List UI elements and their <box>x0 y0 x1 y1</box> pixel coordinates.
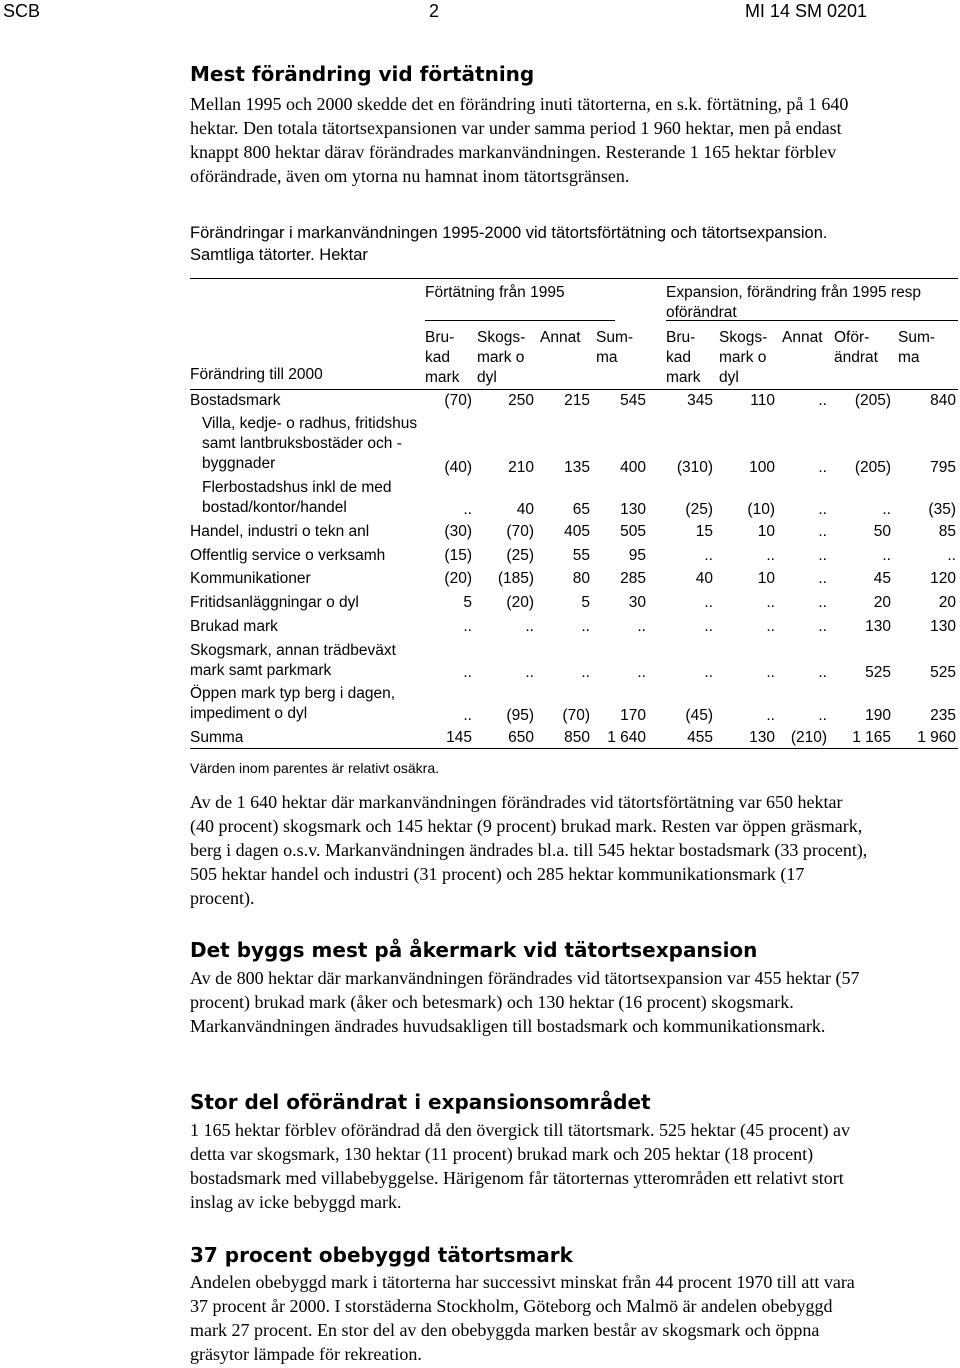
section-title-akermark: Det byggs mest på åkermark vid tätortsexpansion <box>190 938 758 962</box>
row-label: Offentlig service o verksamh <box>190 547 386 564</box>
table-cell: 145 <box>446 729 472 746</box>
table-cell: (205) <box>854 459 891 476</box>
table-caption: Förändringar i markanvändningen 1995-2000 vid tätortsförtätning och tätortsexpansion. Samtliga tätorter. Hektar <box>190 224 828 264</box>
row-label: Brukad mark <box>190 618 278 635</box>
table-cell: 190 <box>865 707 891 724</box>
table-cell: 80 <box>572 570 590 587</box>
table-cell: 525 <box>865 664 891 681</box>
table-note: Värden inom parentes är relativt osäkra. <box>190 760 440 776</box>
table-cell: .. <box>818 501 827 518</box>
section-title-obebyggd: 37 procent obebyggd tätortsmark <box>190 1243 573 1267</box>
table-cell: .. <box>818 523 827 540</box>
table-cell: .. <box>818 392 827 409</box>
table-cell: .. <box>818 707 827 724</box>
table-cell: 650 <box>508 729 534 746</box>
table-cell: .. <box>463 501 472 518</box>
table-cell: 10 <box>757 570 775 587</box>
table-cell: 285 <box>620 570 646 587</box>
table-cell: .. <box>818 547 827 564</box>
table-cell: (40) <box>444 459 472 476</box>
table-cell: 850 <box>564 729 590 746</box>
table-cell: .. <box>525 664 534 681</box>
table-cell: 130 <box>620 501 646 518</box>
table-cell: .. <box>704 547 713 564</box>
table-cell: 55 <box>572 547 590 564</box>
row-label: Öppen mark typ berg i dagen, impediment o dyl <box>190 685 396 722</box>
header-bottom-rule <box>190 389 958 390</box>
col-header-8: Oför- ändrat <box>834 329 878 366</box>
intro-paragraph: Mellan 1995 och 2000 skedde det en förändring inuti tätorterna, en s.k. förtätning, på 1 640 hektar. Den totala tätortsexpansionen var under samma period 1 960 hektar, men på endast knappt 800 hektar därav förändrades markanvändningen. Resterande 1 165 hektar förblev oförändrade, även om ytorna nu hamnat inom tätortsgränsen. <box>190 94 849 186</box>
table-cell: 795 <box>930 459 956 476</box>
table-cell: 505 <box>620 523 646 540</box>
table-cell: .. <box>581 618 590 635</box>
row-label: Handel, industri o tekn anl <box>190 523 370 540</box>
table-bottom-rule <box>190 748 958 749</box>
section-title-oforandrat: Stor del oförändrat i expansionsområdet <box>190 1090 651 1114</box>
table-cell: 235 <box>930 707 956 724</box>
table-cell: 50 <box>873 523 891 540</box>
table-cell: 345 <box>687 392 713 409</box>
section-text-obebyggd: Andelen obebyggd mark i tätorterna har successivt minskat från 44 procent 1970 till att vara 37 procent år 2000. I storstäderna Stockholm, Göteborg och Malmö är andelen obebyggd mark 27 procent. En stor del av den obebyggda marken består av skogsmark och öppna gräsytor lämpade för rekreation. <box>190 1272 855 1364</box>
col-header-2: Skogs- mark o dyl <box>477 329 526 386</box>
section-text-akermark: Av de 800 hektar där markanvändningen förändrades vid tätortsexpansion var 455 hektar (57 procent) brukad mark (åker och betesmark) och 130 hektar (16 procent) skogsmark. Markanvändningen ändrades huvudsakligen till bostadsmark och kommunikationsmark. <box>190 968 860 1036</box>
table-cell: 250 <box>508 392 534 409</box>
table-cell: 135 <box>564 459 590 476</box>
table-cell: (20) <box>444 570 472 587</box>
row-label: Summa <box>190 729 244 746</box>
table-cell: 525 <box>930 664 956 681</box>
table-cell: 20 <box>938 594 956 611</box>
section-text-oforandrat: 1 165 hektar förblev oförändrad då den övergick till tätortsmark. 525 hektar (45 procent) av detta var skogsmark, 130 hektar (11 procent) brukad mark och 205 hektar (18 procent) bostadsmark med villabebyggelse. Härigenom får tätorternas ytterområden ett relativt stort inslag av icke bebyggd mark. <box>190 1120 850 1212</box>
table-cell: 130 <box>930 618 956 635</box>
table-cell: 1 640 <box>607 729 646 746</box>
after-table-paragraph: Av de 1 640 hektar där markanvändningen förändrades vid tätortsförtätning var 650 hektar (40 procent) skogsmark och 145 hektar (9 procent) brukad mark. Resten var öppen gräsmark, berg i dagen o.s.v. Markanvändningen ändrades bl.a. till 545 hektar bostadsmark (33 procent), 505 hektar handel och industri (31 procent) och 285 hektar kommunikationsmark (17 procent). <box>190 792 868 908</box>
table-cell: 210 <box>508 459 534 476</box>
table-cell: 100 <box>749 459 775 476</box>
col-header-3: Annat <box>540 329 581 346</box>
table-cell: .. <box>463 664 472 681</box>
table-cell: 130 <box>749 729 775 746</box>
table-top-rule <box>190 278 958 279</box>
row-label: Villa, kedje- o radhus, fritidshus samt lantbruksbostäder och -byggnader <box>202 415 418 472</box>
col-header-1: Bru- kad mark <box>425 329 460 386</box>
land-use-table <box>190 278 958 750</box>
table-cell: 170 <box>620 707 646 724</box>
row-label: Kommunikationer <box>190 570 311 587</box>
table-cell: (70) <box>444 392 472 409</box>
table-cell: (210) <box>790 729 827 746</box>
table-cell: .. <box>463 618 472 635</box>
table-cell: 1 960 <box>917 729 956 746</box>
table-cell: 1 165 <box>852 729 891 746</box>
table-cell: (70) <box>562 707 590 724</box>
table-cell: .. <box>766 594 775 611</box>
section-title-fortatning: Mest förändring vid förtätning <box>190 62 535 86</box>
table-cell: (20) <box>506 594 534 611</box>
table-cell: 110 <box>750 392 775 409</box>
row-label: Flerbostadshus inkl de med bostad/kontor/handel <box>202 479 392 516</box>
col-header-6: Skogs- mark o dyl <box>719 329 768 386</box>
row-label: Fritidsanläggningar o dyl <box>190 594 359 611</box>
page-header <box>0 0 960 26</box>
table-cell: (185) <box>497 570 534 587</box>
table-cell: (35) <box>928 501 956 518</box>
table-cell: .. <box>818 594 827 611</box>
table-cell: .. <box>525 618 534 635</box>
table-cell: 455 <box>687 729 713 746</box>
group-header-expansion: Expansion, förändring från 1995 resp oförändrat <box>666 284 922 321</box>
table-cell: 30 <box>628 594 646 611</box>
table-cell: (45) <box>685 707 713 724</box>
table-cell: (205) <box>854 392 891 409</box>
table-cell: 400 <box>620 459 646 476</box>
table-cell: .. <box>818 664 827 681</box>
table-cell: .. <box>766 707 775 724</box>
table-cell: .. <box>637 618 646 635</box>
table-cell: 5 <box>581 594 590 611</box>
table-cell: .. <box>704 618 713 635</box>
col-header-9: Sum- ma <box>898 329 936 366</box>
table-cell: .. <box>766 664 775 681</box>
row-label: Bostadsmark <box>190 392 281 409</box>
table-cell: .. <box>463 707 472 724</box>
table-cell: .. <box>704 594 713 611</box>
row-label: Skogsmark, annan trädbeväxt mark samt parkmark <box>190 642 396 679</box>
table-cell: 40 <box>695 570 713 587</box>
table-cell: .. <box>818 459 827 476</box>
table-cell: 40 <box>516 501 534 518</box>
table-cell: 130 <box>865 618 891 635</box>
table-cell: .. <box>882 547 891 564</box>
table-cell: .. <box>818 618 827 635</box>
table-cell: 840 <box>930 392 956 409</box>
table-cell: (70) <box>506 523 534 540</box>
page-number: 2 <box>429 1 440 21</box>
group-header-fortatning: Förtätning från 1995 <box>425 284 565 301</box>
table-cell: 545 <box>620 392 646 409</box>
table-cell: .. <box>704 664 713 681</box>
table-cell: 20 <box>873 594 891 611</box>
group-rule-fortatning <box>425 320 615 321</box>
table-cell: 85 <box>938 523 956 540</box>
row-header: Förändring till 2000 <box>190 366 323 383</box>
col-header-5: Bru- kad mark <box>666 329 701 386</box>
table-cell: 120 <box>930 570 956 587</box>
table-cell: (310) <box>676 459 713 476</box>
table-cell: .. <box>766 547 775 564</box>
header-org: SCB <box>3 1 41 21</box>
table-cell: 215 <box>564 392 590 409</box>
table-cell: (25) <box>506 547 534 564</box>
table-cell: .. <box>581 664 590 681</box>
header-series: MI 14 SM 0201 <box>744 1 867 21</box>
col-header-4: Sum- ma <box>596 329 634 366</box>
table-cell: .. <box>882 501 891 518</box>
table-cell: .. <box>637 664 646 681</box>
table-cell: 5 <box>463 594 472 611</box>
col-header-7: Annat <box>782 329 823 346</box>
table-cell: (25) <box>685 501 713 518</box>
table-cell: .. <box>947 547 956 564</box>
table-cell: (15) <box>444 547 472 564</box>
table-cell: .. <box>818 570 827 587</box>
table-cell: (10) <box>747 501 775 518</box>
table-cell: 65 <box>572 501 590 518</box>
table-cell: 15 <box>695 523 713 540</box>
table-cell: 10 <box>757 523 775 540</box>
table-cell: (30) <box>444 523 472 540</box>
table-cell: (95) <box>506 707 534 724</box>
table-cell: 95 <box>628 547 646 564</box>
table-cell: .. <box>766 618 775 635</box>
table-cell: 405 <box>564 523 590 540</box>
table-cell: 45 <box>873 570 891 587</box>
